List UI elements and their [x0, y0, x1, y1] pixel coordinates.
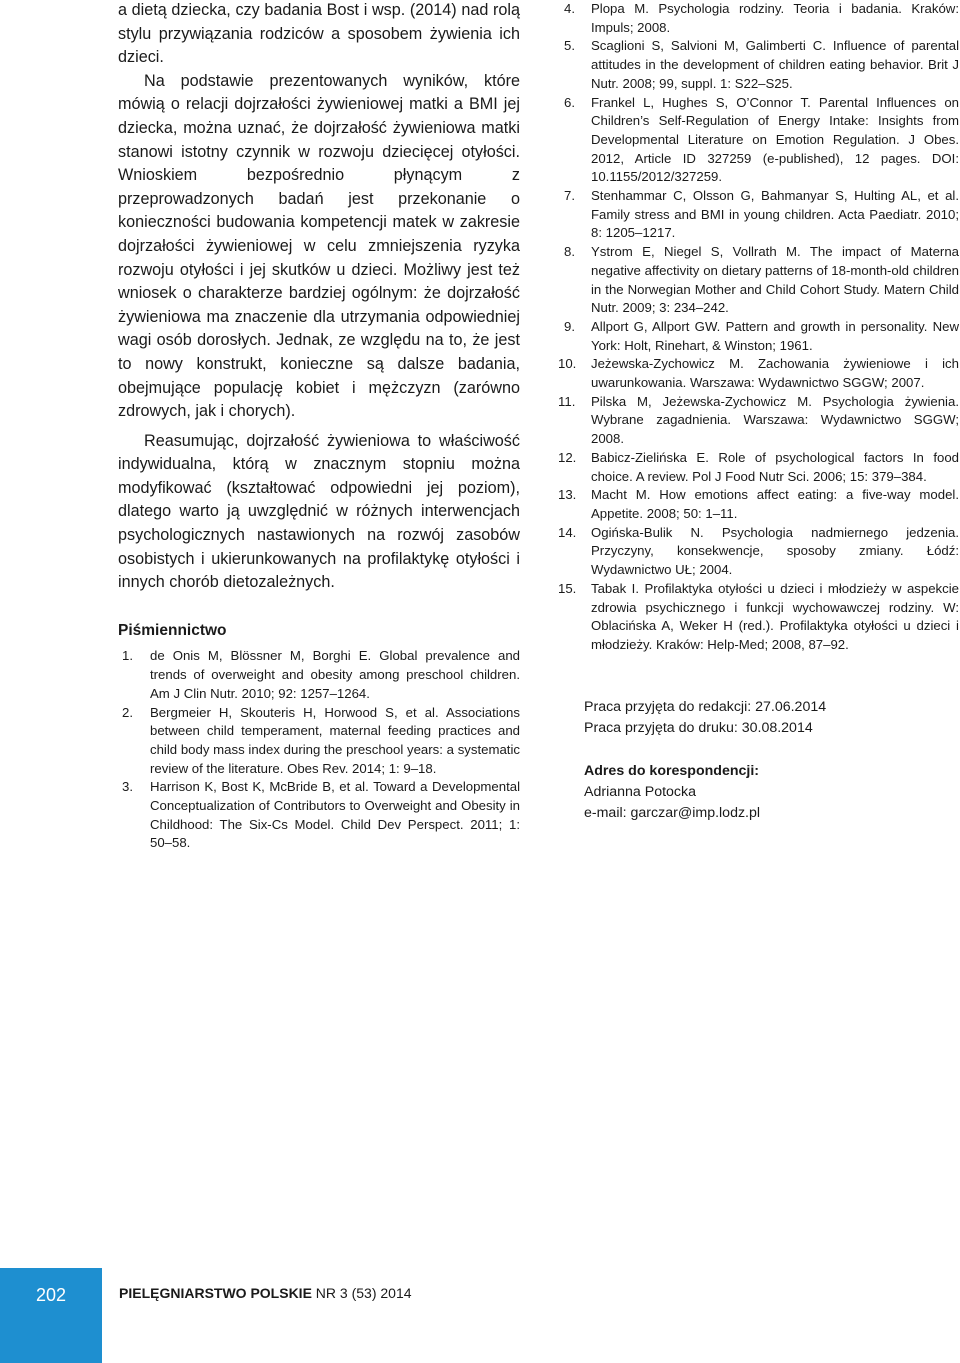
reference-item: 10. Jeżewska-Zychowicz M. Zachowania żywieniowe i ich uwarunkowania. Warszawa: Wydawnictwo SGGW; 2007. [558, 356, 959, 391]
correspondence-name: Adrianna Potocka [584, 783, 696, 800]
reference-item: 8. Ystrom E, Niegel S, Vollrath M. The impact of Materna negative affectivity on dietary patterns of 18-month-old children in the Norwegian Mother and Child Cohort Study. Matern Child Nutr. 2009; 3: 234–242. [564, 244, 959, 316]
body-paragraph-2: Na podstawie prezentowanych wyników, które mówią o relacji dojrzałości żywieniowej matki a BMI jej dziecka, można uznać, że dojrzałość żywieniowa matki stanowi istotny czynnik w rozwoju dziecięcej otyłości. Wnioskiem bezpośrednio płynącym z przeprowadzonych badań jest przekonanie o konieczności budowania kompetencji matek w zakresie dojrzałości żywieniowej w celu zmniejszenia ryzyka rozwoju otyłości i jej skutków u dzieci. Możliwy jest też wniosek o charakterze bardziej ogólnym: że dojrzałość żywieniowa ma znaczenie dla utrzymania odpowiedniej wagi osób dorosłych. Jednak, ze względu na to, że jest to nowy konstrukt, konieczne są dalsze badania, obejmujące populację kobiet i mężczyzn (zarówno zdrowych, jak i chorych). [118, 71, 520, 421]
reference-item: 9. Allport G, Allport GW. Pattern and growth in personality. New York: Holt, Rinehart, & Winston; 1961. [564, 318, 959, 353]
article-notes [584, 697, 959, 824]
reference-item: 15. Tabak I. Profilaktyka otyłości u dzieci i młodzieży w aspekcie zdrowia psychicznego i funkcji wychowawczej rodziny. W: Oblacińska A, Weker H (red.). Profilaktyka otyłości u dzieci i młodzieży. Kraków: Help-Med; 2008, 87–92. [558, 580, 959, 652]
journal-name: PIELĘGNIARSTWO POLSKIE [119, 1285, 312, 1301]
page-number-block [0, 1268, 102, 1363]
reference-item: 1. de Onis M, Blössner M, Borghi E. Global prevalence and trends of overweight and obesity among preschool children. Am J Clin Nutr. 2010; 92: 1257–1264. [122, 648, 520, 701]
references-title: Piśmiennictwo [118, 621, 227, 639]
reference-item: 13. Macht M. How emotions affect eating: a five-way model. Appetite. 2008; 50: 1–11. [558, 487, 959, 521]
correspondence-email: e-mail: garczar@imp.lodz.pl [584, 804, 761, 821]
received-date: Praca przyjęta do redakcji: 27.06.2014 [584, 698, 827, 715]
accepted-date: Praca przyjęta do druku: 30.08.2014 [584, 719, 813, 736]
reference-item: 11. Pilska M, Jeżewska-Zychowicz M. Psychologia żywienia. Wybrane zagadnienia. Warszawa: Wydawnictwo SGGW; 2008. [558, 393, 959, 447]
reference-item: 5. Scaglioni S, Salvioni M, Galimberti C. Influence of parental attitudes in the development of children eating behavior. Brit J Nutr. 2008; 99, suppl. 1: S22–S25. [564, 38, 959, 91]
references-list-left [118, 647, 520, 853]
reference-item: 7. Stenhammar C, Olsson G, Bahmanyar S, Hulting AL, et al. Family stress and BMI in young children. Acta Paediatr. 2010; 8: 1205–1217. [564, 188, 959, 241]
reference-item: 3. Harrison K, Bost K, McBride B, et al. Toward a Developmental Conceptualization of Contributors to Overweight and Obesity in Childhood: The Six-Cs Model. Child Dev Perspect. 2011; 1: 50–58. [122, 779, 520, 851]
body-paragraph-1: a dietą dziecka, czy badania Bost i wsp. (2014) nad rolą stylu przywiązania rodziców a sposobem żywienia ich dzieci. [118, 1, 520, 67]
right-column [558, 0, 959, 824]
page-number: 202 [35, 1285, 67, 1305]
references-list-right [558, 0, 959, 655]
body-paragraph-3: Reasumując, dojrzałość żywieniowa to właściwość indywidualna, którą w znacznym stopniu można modyfikować (kształtować odpowiedni jej poziom), dlatego warto ją uwzględnić w różnych interwencjach psychologicznych nastawionych na rozwój zasobów osobistych i ukierunkowanych na profilaktykę otyłości i innych chorób dietozależnych. [118, 431, 520, 592]
journal-issue: NR 3 (53) 2014 [315, 1285, 412, 1301]
reference-item: 14. Ogińska-Bulik N. Psychologia nadmiernego jedzenia. Przyczyny, konsekwencje, sposoby zmiany. Łódź: Wydawnictwo UŁ; 2004. [558, 524, 959, 578]
left-column [118, 0, 520, 853]
journal-footer [119, 1285, 412, 1301]
correspondence-label: Adres do korespondencji: [584, 762, 760, 779]
reference-item: 2. Bergmeier H, Skouteris H, Horwood S, et al. Associations between child temperament, maternal feeding practices and child body mass index during the preschool years: a systematic review of the literature. Obes Rev. 2014; 1: 9–18. [122, 704, 520, 776]
reference-item: 4. Plopa M. Psychologia rodziny. Teoria i badania. Kraków: Impuls; 2008. [564, 1, 959, 35]
reference-item: 6. Frankel L, Hughes S, O’Connor T. Parental Influences on Children’s Self-Regulation of Energy Intake: Insights from Developmental Literature on Emotion Regulation. J Obes. 2012, Article ID 327259 (e-published), 12 pages. DOI: 10.1155/2012/327259. [564, 94, 959, 185]
reference-item: 12. Babicz-Zielińska E. Role of psychological factors In food choice. A review. Pol J Food Nutr Sci. 2006; 15: 379–384. [558, 449, 959, 484]
